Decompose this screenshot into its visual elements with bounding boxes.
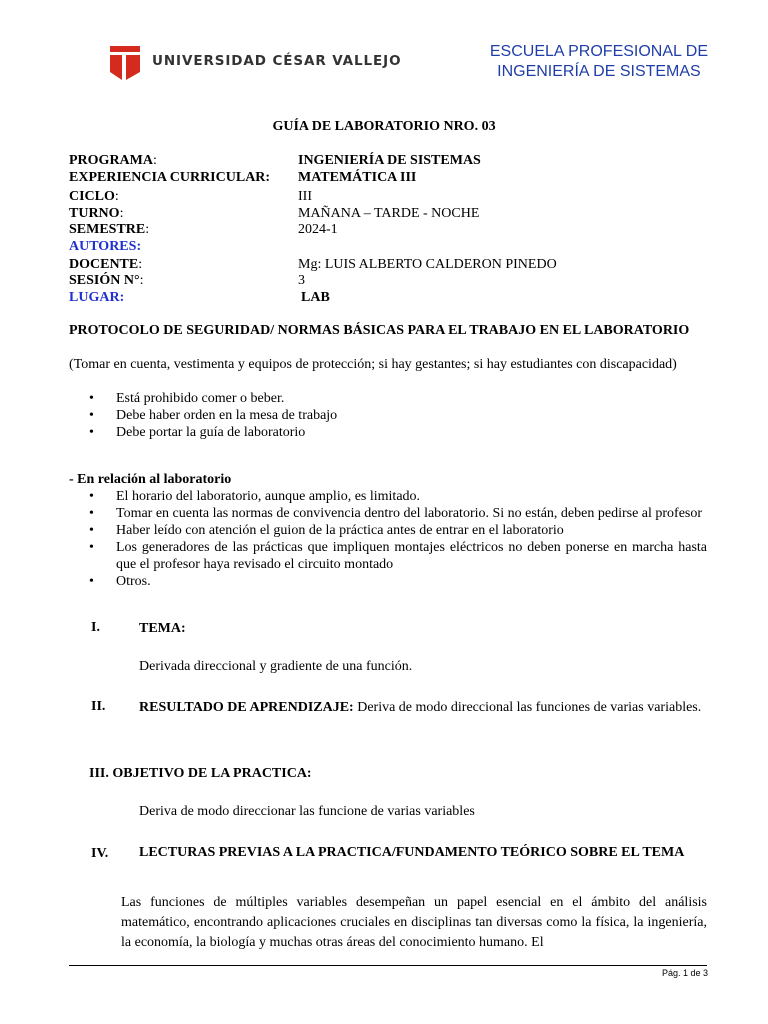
section-2-content: [139, 695, 707, 720]
info-label: SESIÓN N°: [69, 273, 140, 288]
school-name: [490, 42, 708, 82]
school-line-1: ESCUELA PROFESIONAL DE: [489, 43, 708, 60]
footer-divider: [69, 965, 707, 966]
protocol-heading: PROTOCOLO DE SEGURIDAD/ NORMAS BÁSICAS PARA EL TRABAJO EN EL LABORATORIO: [69, 323, 690, 338]
list-item: • Haber leído con atención el guion de la práctica antes de entrar en el laboratorio: [69, 522, 707, 539]
section-1-number: I.: [91, 620, 100, 635]
info-value: MATEMÁTICA III: [298, 170, 417, 185]
list-item: • Debe haber orden en la mesa de trabajo: [69, 407, 707, 424]
info-row-sesion: SESIÓN N°: 3: [69, 273, 305, 288]
page-title: GUÍA DE LABORATORIO NRO. 03: [272, 119, 496, 134]
section-1-title: TEMA:: [139, 621, 186, 636]
info-row-experiencia: EXPERIENCIA CURRICULAR: MATEMÁTICA III: [69, 170, 417, 185]
info-label: SEMESTRE: [69, 222, 146, 237]
info-row-ciclo: CICLO: III: [69, 189, 312, 204]
info-value: LAB: [301, 290, 330, 305]
section-4-title: LECTURAS PREVIAS A LA PRACTICA/FUNDAMENTO TEÓRICO SOBRE EL TEMA: [139, 845, 685, 860]
info-label: LUGAR: [69, 290, 120, 305]
section-4-number: IV.: [91, 846, 109, 861]
list-item: • Los generadores de las prácticas que impliquen montajes eléctricos no deben ponerse en marcha hasta que el profesor haya revisado el circuito montado: [69, 539, 707, 573]
university-logo: [108, 42, 402, 84]
section-4-body: Las funciones de múltiples variables desempeñan un papel esencial en el ámbito del análisis matemático, encontrando aplicaciones cruciales en disciplinas tan diversas como la física, la ingeniería, la economía, la biología y muchas otras áreas del conocimiento humano. El: [121, 895, 707, 950]
section-2-title: RESULTADO DE APRENDIZAJE:: [139, 700, 354, 715]
school-line-2: INGENIERÍA DE SISTEMAS: [497, 63, 701, 80]
info-value: 3: [298, 273, 305, 288]
lab-list: [69, 488, 707, 590]
protocol-note: (Tomar en cuenta, vestimenta y equipos de protección; si hay gestantes; si hay estudiantes con discapacidad): [69, 357, 677, 372]
info-row-semestre: SEMESTRE: 2024-1: [69, 222, 338, 237]
ucv-shield-icon: [108, 42, 142, 82]
info-value: MAÑANA – TARDE - NOCHE: [298, 206, 480, 221]
info-row-autores: AUTORES:: [69, 239, 142, 254]
info-row-programa: PROGRAMA: INGENIERÍA DE SISTEMAS: [69, 153, 481, 168]
info-row-turno: TURNO: MAÑANA – TARDE - NOCHE: [69, 206, 480, 221]
list-item: • Está prohibido comer o beber.: [69, 390, 707, 407]
info-row-docente: DOCENTE: Mg: LUIS ALBERTO CALDERON PINEDO: [69, 257, 557, 272]
university-name: UNIVERSIDAD CÉSAR VALLEJO: [152, 53, 402, 69]
info-value: INGENIERÍA DE SISTEMAS: [298, 153, 481, 168]
list-item: • Otros.: [69, 573, 707, 590]
section-2-number: II.: [91, 699, 106, 714]
section-3-title: III. OBJETIVO DE LA PRACTICA:: [89, 766, 312, 781]
info-label: AUTORES: [69, 239, 137, 254]
page-number: Pág. 1 de 3: [661, 968, 708, 978]
protocol-list: [69, 390, 707, 441]
info-value: Mg: LUIS ALBERTO CALDERON PINEDO: [298, 257, 557, 272]
section-3-body: Deriva de modo direccionar las funcione de varias variables: [139, 804, 475, 819]
info-label: PROGRAMA: [69, 153, 153, 168]
section-2-body: Deriva de modo direccional las funciones de varias variables.: [353, 700, 702, 715]
info-label: DOCENTE: [69, 257, 139, 272]
list-item: • Debe portar la guía de laboratorio: [69, 424, 707, 441]
info-row-lugar: LUGAR: LAB: [69, 290, 330, 305]
list-item: • Tomar en cuenta las normas de convivencia dentro del laboratorio. Si no están, deben pedirse al profesor: [69, 505, 707, 522]
info-label: TURNO: [69, 206, 120, 221]
info-label: CICLO: [69, 189, 115, 204]
list-item: • El horario del laboratorio, aunque amplio, es limitado.: [69, 488, 707, 505]
info-label: EXPERIENCIA CURRICULAR: [69, 170, 266, 185]
section-1-body: Derivada direccional y gradiente de una función.: [139, 659, 413, 674]
info-value: 2024-1: [298, 222, 338, 237]
lab-heading: - En relación al laboratorio: [69, 472, 232, 487]
info-value: III: [298, 189, 312, 204]
